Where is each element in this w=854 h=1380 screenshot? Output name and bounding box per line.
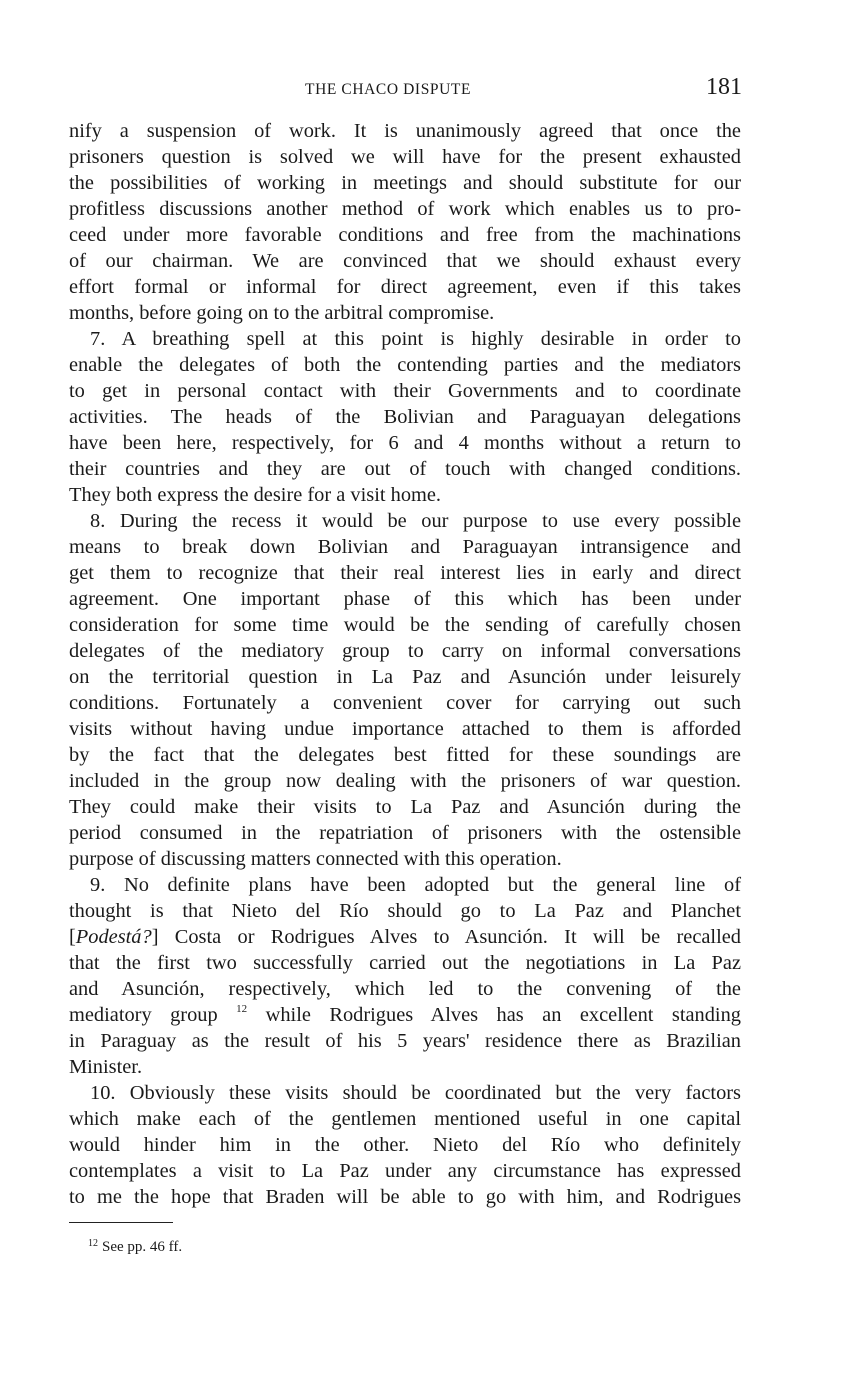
text-line: purpose of discussing matters connected with this operation. [69,848,562,870]
text-line: contemplates a visit to La Paz under any circumstance has expressed [69,1160,741,1182]
text-line: on the territorial question in La Paz and Asunción under leisurely [69,666,741,688]
text-line: activities. The heads of the Bolivian and Paraguayan delegations [69,406,741,428]
text-line: to me the hope that Braden will be able to go with him, and Rodrigues [69,1186,741,1208]
text-line-footnote [69,1002,741,1028]
running-head [0,74,854,104]
paragraph-7 [69,326,741,508]
paragraph-10 [69,1080,741,1210]
body-text [69,118,741,1210]
running-title: THE CHACO DISPUTE [305,81,472,98]
text-line: Minister. [69,1056,143,1078]
bracket-rest: ] Costa or Rodrigues Alves to Asunción. It will be recalled [151,926,741,948]
mediatory-tail-text: while Rodrigues Alves has an excellent standing [265,1004,741,1026]
text-line: get them to recognize that their real interest lies in early and direct [69,562,741,584]
text-line: have been here, respectively, for 6 and 4 months without a return to [69,432,741,454]
text-line: nify a suspension of work. It is unanimously agreed that once the [69,120,741,142]
text-line: 9. No definite plans have been adopted but the general line of [90,874,741,896]
bracket-open: [ [69,926,76,948]
text-line: months, before going on to the arbitral compromise. [69,302,495,324]
text-line: 8. During the recess it would be our purpose to use every possible [90,510,741,532]
footnote-reference[interactable]: 12 [236,1003,248,1015]
text-line: ceed under more favorable conditions and free from the machinations [69,224,741,246]
text-line: 10. Obviously these visits should be coordinated but the very factors [90,1082,741,1104]
paragraph-9 [69,872,741,1080]
page-number: 181 [706,74,742,100]
text-line: in Paraguay as the result of his 5 years' residence there as Brazilian [69,1030,741,1052]
text-line: profitless discussions another method of work which enables us to pro- [69,198,741,220]
text-line-bracket [69,924,741,950]
text-line: They could make their visits to La Paz and Asunción during the [69,796,741,818]
text-line: prisoners question is solved we will have for the present exhausted [69,146,741,168]
text-line: and Asunción, respectively, which led to the convening of the [69,978,741,1000]
text-line: that the first two successfully carried out the negotiations in La Paz [69,952,741,974]
text-line: means to break down Bolivian and Paraguayan intransigence and [69,536,741,558]
text-line: consideration for some time would be the sending of carefully chosen [69,614,741,636]
text-line: delegates of the mediatory group to carry on informal conversations [69,640,741,662]
text-line: period consumed in the repatriation of prisoners with the ostensible [69,822,741,844]
mediatory-group-text: mediatory group [69,1004,218,1026]
text-line: agreement. One important phase of this which has been under [69,588,741,610]
text-line: 7. A breathing spell at this point is highly desirable in order to [90,328,741,350]
text-line: of our chairman. We are convinced that we should exhaust every [69,250,741,272]
paragraph-8 [69,508,741,872]
editorial-insertion: Podestá? [75,926,152,948]
text-line: included in the group now dealing with the prisoners of war question. [69,770,741,792]
text-line: their countries and they are out of touch with changed conditions. [69,458,741,480]
text-line: effort formal or informal for direct agreement, even if this takes [69,276,741,298]
text-line: visits without having undue importance attached to them is afforded [69,718,741,740]
paragraph-continuation [69,118,741,326]
text-line: They both express the desire for a visit home. [69,484,442,506]
text-line: to get in personal contact with their Governments and to coordinate [69,380,741,402]
text-line: which make each of the gentlemen mentioned useful in one capital [69,1108,741,1130]
text-line: by the fact that the delegates best fitted for these soundings are [69,744,741,766]
text-line: conditions. Fortunately a convenient cover for carrying out such [69,692,741,714]
text-line: the possibilities of working in meetings and should substitute for our [69,172,741,194]
footnote-mark: 12 [88,1238,98,1249]
text-line: enable the delegates of both the contending parties and the mediators [69,354,741,376]
text-line: thought is that Nieto del Río should go to La Paz and Planchet [69,900,741,922]
footnote-divider [69,1222,173,1223]
footnote-text: See pp. 46 ff. [102,1239,183,1255]
footnote [88,1238,182,1256]
text-line: would hinder him in the other. Nieto del Río who definitely [69,1134,741,1156]
